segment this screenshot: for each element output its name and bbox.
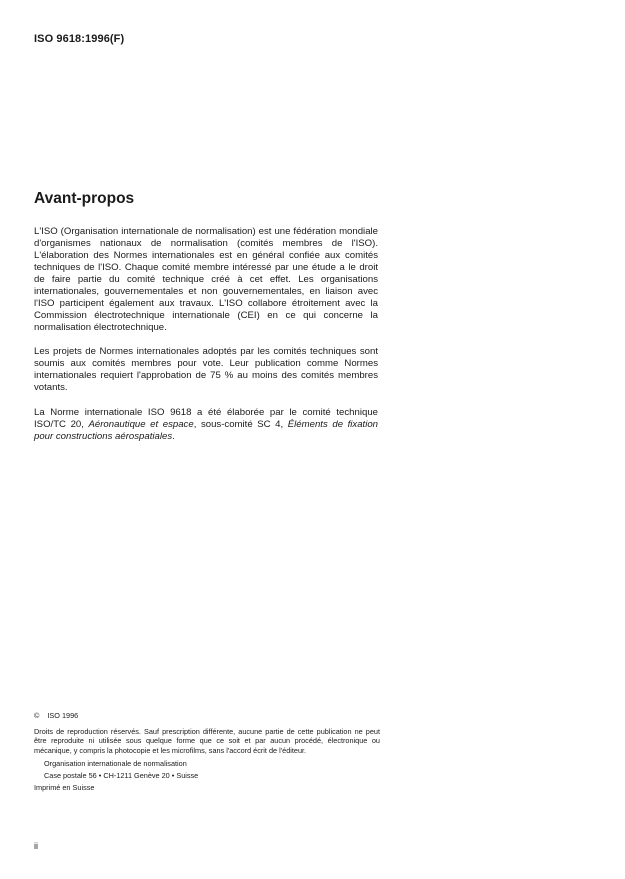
page-number: ii: [34, 841, 38, 851]
postal-address: Case postale 56 • CH-1211 Genève 20 • Suisse: [44, 770, 199, 780]
paragraph-3-start: La Norme internationale ISO 9618 a été élaborée par le comité technique ISO/TC 20,: [34, 407, 378, 430]
printed-in: Imprimé en Suisse: [34, 782, 95, 792]
organisation-name: Organisation internationale de normalisation: [44, 759, 187, 769]
section-title: Avant-propos: [34, 190, 135, 207]
copyright-line: [34, 711, 380, 721]
subcommittee-name: Éléments de fixation pour constructions aérospatiales: [34, 419, 379, 442]
copyright-year: ISO 1996: [47, 711, 79, 720]
copyright-icon: ©: [34, 711, 40, 720]
foreword-paragraph-1: L'ISO (Organisation internationale de normalisation) est une fédération mondiale d'organismes nationaux de normalisation (comités membres de l'ISO). L'élaboration des Normes internationales est en général confiée aux comités techniques de l'ISO. Chaque comité membre intéressé par une étude a le droit de faire partie du comité technique créé à cet effet. Les organisations internationales, gouvernementales et non gouvernementales, en liaison avec l'ISO participent également aux travaux. L'ISO collabore étroitement avec la Commission électrotechnique internationale (CEI) en ce qui concerne la normalisation électrotechnique.: [34, 226, 378, 333]
paragraph-3-end: .: [172, 431, 175, 442]
foreword-paragraph-2: Les projets de Normes internationales adoptés par les comités techniques sont soumis aux comités membres pour vote. Leur publication comme Normes internationales requiert l'approbation de 75 % au moins des comités membres votants.: [34, 346, 378, 393]
standard-id: ISO 9618:1996(F): [34, 33, 125, 45]
paragraph-3-middle: , sous-comité SC 4,: [193, 419, 288, 430]
foreword-paragraph-3: [34, 407, 378, 443]
committee-name: Aéronautique et espace: [88, 419, 194, 430]
rights-notice: Droits de reproduction réservés. Sauf prescription différente, aucune partie de cette publication ne peut être reproduite ni utilisée sous quelque forme que ce soit et par aucun procédé, électronique ou mécanique, y compris la photocopie et les microfilms, sans l'accord écrit de l'éditeur.: [34, 726, 380, 755]
copyright-footer: [34, 711, 380, 792]
